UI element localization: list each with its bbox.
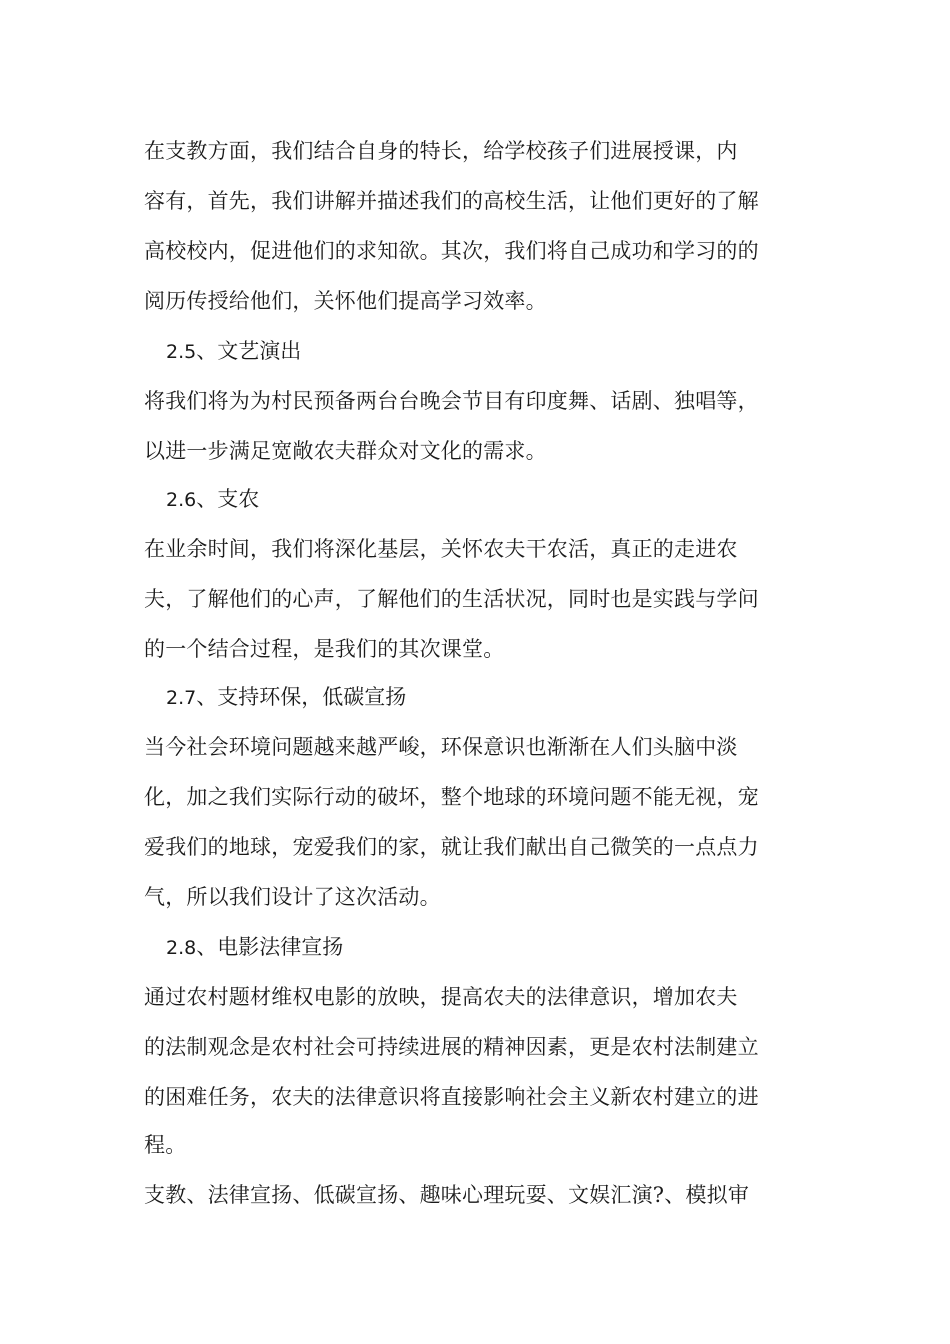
- section-heading-2-7: [144, 682, 406, 713]
- paragraph-line: 在支教方面，我们结合自身的特长，给学校孩子们进展授课，内: [144, 139, 738, 163]
- paragraph-line: 当今社会环境问题越来越严峻，环保意识也渐渐在人们头脑中淡: [144, 735, 738, 759]
- section-number: 2.8: [166, 937, 197, 959]
- section-title: 、支农: [196, 487, 260, 511]
- section-title: 、支持环保，低碳宣扬: [196, 685, 407, 709]
- section-heading-2-5: [144, 336, 301, 367]
- paragraph-line: 高校校内，促进他们的求知欲。其次，我们将自己成功和学习的的: [144, 239, 759, 263]
- paragraph-line: 阅历传授给他们，关怀他们提高学习效率。: [144, 289, 547, 313]
- section-number: 2.5: [166, 341, 197, 363]
- section-heading-2-6: [144, 484, 259, 515]
- paragraph-line: 容有，首先，我们讲解并描述我们的高校生活，让他们更好的了解: [144, 189, 759, 213]
- paragraph-line: 爱我们的地球，宠爱我们的家，就让我们献出自己微笑的一点点力: [144, 835, 759, 859]
- paragraph-line: 化，加之我们实际行动的破坏，整个地球的环境问题不能无视，宠: [144, 785, 759, 809]
- paragraph-line: 程。: [144, 1133, 187, 1157]
- paragraph-line: 将我们将为为村民预备两台台晚会节目有印度舞、话剧、独唱等，: [144, 389, 759, 413]
- paragraph-line: 夫，了解他们的心声，了解他们的生活状况，同时也是实践与学问: [144, 587, 759, 611]
- paragraph-line: 的法制观念是农村社会可持续进展的精神因素，更是农村法制建立: [144, 1035, 759, 1059]
- section-number: 2.6: [166, 489, 197, 511]
- paragraph-line: 支教、法律宣扬、低碳宣扬、趣味心理玩耍、文娱汇演?、模拟审: [144, 1183, 750, 1207]
- section-title: 、电影法律宣扬: [196, 935, 344, 959]
- section-title: 、文艺演出: [196, 339, 302, 363]
- paragraph-line: 以进一步满足宽敞农夫群众对文化的需求。: [144, 439, 547, 463]
- section-number: 2.7: [166, 687, 197, 709]
- paragraph-line: 的一个结合过程，是我们的其次课堂。: [144, 637, 505, 661]
- paragraph-line: 的困难任务，农夫的法律意识将直接影响社会主义新农村建立的进: [144, 1085, 759, 1109]
- paragraph-line: 气，所以我们设计了这次活动。: [144, 885, 441, 909]
- section-heading-2-8: [144, 932, 343, 963]
- paragraph-line: 在业余时间，我们将深化基层，关怀农夫干农活，真正的走进农: [144, 537, 738, 561]
- paragraph-line: 通过农村题材维权电影的放映，提高农夫的法律意识，增加农夫: [144, 985, 738, 1009]
